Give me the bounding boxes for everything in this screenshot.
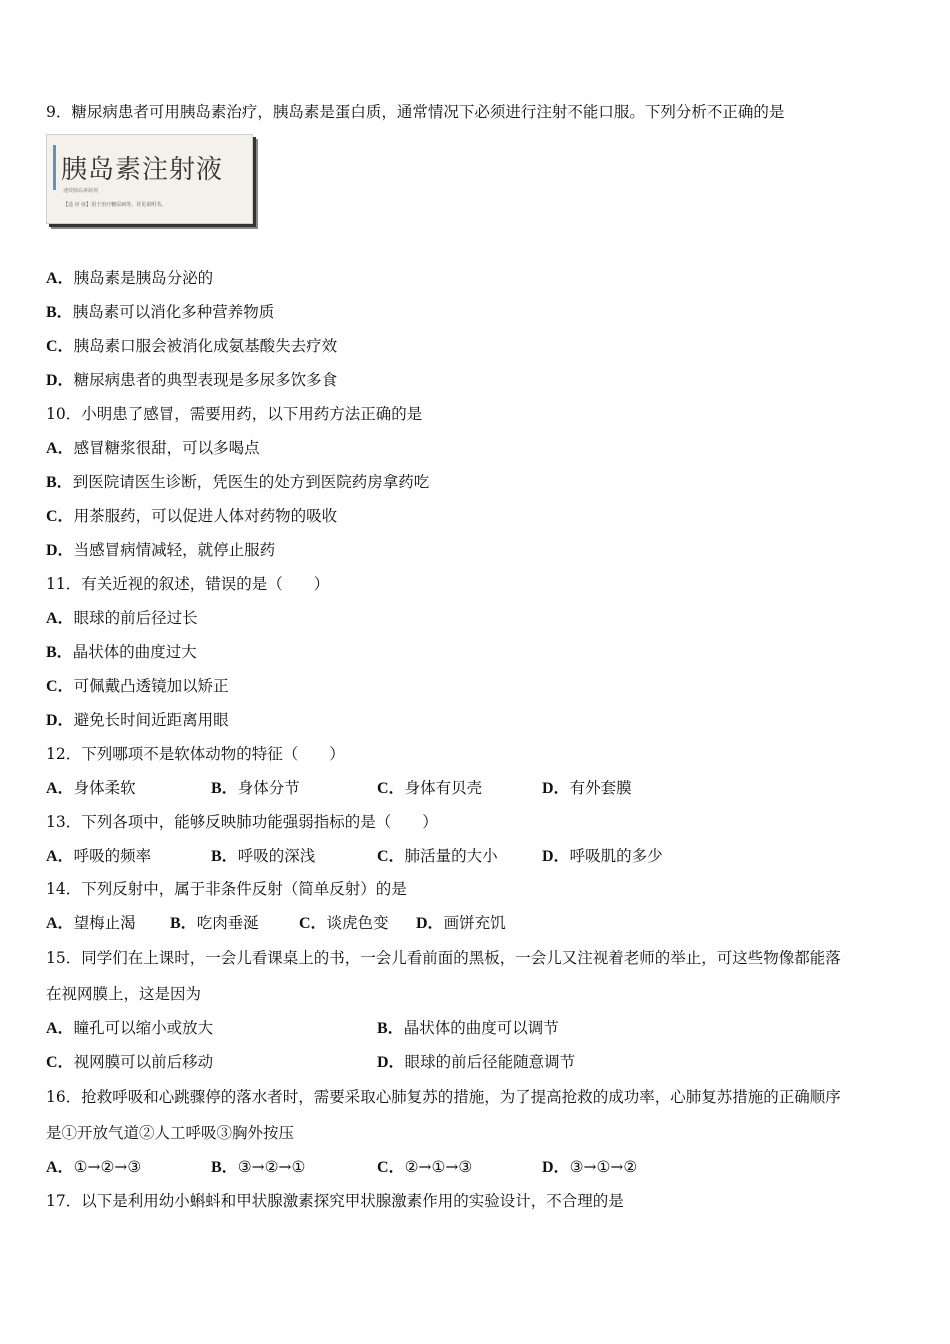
option-text: 胰岛素可以消化多种营养物质 xyxy=(72,303,275,321)
q15-stem-line1: 15．同学们在上课时，一会儿看课桌上的书，一会儿看前面的黑板，一会儿又注视着老师的举止，可这些物像都能落 xyxy=(46,949,841,967)
q15-stem-line2: 在视网膜上，这是因为 xyxy=(46,985,202,1003)
option-text: 眼球的前后径能随意调节 xyxy=(404,1053,576,1071)
option-text: 晶状体的曲度可以调节 xyxy=(403,1019,559,1037)
q16-stem-line2: 是①开放气道②人工呼吸③胸外按压 xyxy=(46,1124,295,1142)
q16-option-a[interactable] xyxy=(46,1157,141,1178)
option-letter: C． xyxy=(377,780,405,797)
option-letter: D． xyxy=(46,542,74,559)
option-text: 当感冒病情减轻，就停止服药 xyxy=(73,541,276,559)
option-text: 吃肉垂涎 xyxy=(196,914,259,932)
q12-option-b[interactable] xyxy=(211,778,300,799)
option-text: 肺活量的大小 xyxy=(404,847,498,865)
q9-stem: 9．糖尿病患者可用胰岛素治疗，胰岛素是蛋白质，通常情况下必须进行注射不能口服。下列分析不正确的是 xyxy=(46,103,785,121)
option-text: 眼球的前后径过长 xyxy=(73,609,198,627)
q14-option-c[interactable] xyxy=(299,913,389,934)
option-text: ③→①→② xyxy=(569,1158,638,1176)
option-letter: D． xyxy=(377,1054,405,1071)
q13-option-b[interactable] xyxy=(211,846,315,867)
q14-option-d[interactable] xyxy=(416,913,506,934)
q14-option-a[interactable] xyxy=(46,913,136,934)
option-letter: C． xyxy=(377,848,405,865)
image-note: 【适 应 症】用于治疗糖尿病等。详见说明书。 xyxy=(63,202,167,208)
option-text: 用茶服药，可以促进人体对药物的吸收 xyxy=(73,507,338,525)
option-text: 谈虎色变 xyxy=(326,914,389,932)
q15-option-a[interactable] xyxy=(46,1018,213,1039)
q12-stem: 12．下列哪项不是软体动物的特征（ ） xyxy=(46,745,345,763)
q12-option-a[interactable] xyxy=(46,778,136,799)
option-letter: A． xyxy=(46,848,74,865)
option-text: 呼吸的频率 xyxy=(73,847,152,865)
option-letter: D． xyxy=(416,915,444,932)
option-text: 胰岛素是胰岛分泌的 xyxy=(73,269,214,287)
option-text: 有外套膜 xyxy=(569,779,632,797)
image-accent-bar xyxy=(53,145,56,190)
q9-option-c[interactable] xyxy=(46,336,337,357)
option-letter: C． xyxy=(46,508,74,525)
option-text: 可佩戴凸透镜加以矫正 xyxy=(73,677,229,695)
q11-option-c[interactable] xyxy=(46,676,229,697)
image-subtitle: 速效胰岛素制剂 xyxy=(63,188,99,194)
q9-option-d[interactable] xyxy=(46,370,337,391)
q16-option-d[interactable] xyxy=(542,1157,637,1178)
option-letter: D． xyxy=(542,1159,570,1176)
insulin-image xyxy=(46,134,253,224)
option-letter: B． xyxy=(377,1020,404,1037)
image-title: 胰岛素注射液 xyxy=(61,155,224,185)
option-letter: A． xyxy=(46,1020,74,1037)
option-text: 胰岛素口服会被消化成氨基酸失去疗效 xyxy=(73,337,338,355)
q11-option-d[interactable] xyxy=(46,710,229,731)
q14-option-b[interactable] xyxy=(170,913,259,934)
q10-option-a[interactable] xyxy=(46,438,260,459)
option-letter: C． xyxy=(46,1054,74,1071)
option-letter: A． xyxy=(46,915,74,932)
option-letter: A． xyxy=(46,780,74,797)
q14-stem: 14．下列反射中，属于非条件反射（简单反射）的是 xyxy=(46,880,407,898)
option-text: 避免长时间近距离用眼 xyxy=(73,711,229,729)
option-text: 身体有贝壳 xyxy=(404,779,483,797)
option-text: ③→②→① xyxy=(237,1158,306,1176)
option-letter: C． xyxy=(377,1159,405,1176)
option-text: ①→②→③ xyxy=(73,1158,142,1176)
option-letter: D． xyxy=(542,848,570,865)
q13-option-c[interactable] xyxy=(377,846,498,867)
q11-stem: 11．有关近视的叙述，错误的是（ ） xyxy=(46,575,330,593)
q16-stem-line1: 16．抢救呼吸和心跳骤停的落水者时，需要采取心肺复苏的措施，为了提高抢救的成功率，心肺复苏措施的正确顺序 xyxy=(46,1088,841,1106)
q15-option-c[interactable] xyxy=(46,1052,213,1073)
option-letter: B． xyxy=(46,474,73,491)
option-letter: D． xyxy=(542,780,570,797)
option-letter: A． xyxy=(46,270,74,287)
option-text: 晶状体的曲度过大 xyxy=(72,643,197,661)
q9-option-b[interactable] xyxy=(46,302,274,323)
q12-option-d[interactable] xyxy=(542,778,632,799)
option-text: 感冒糖浆很甜，可以多喝点 xyxy=(73,439,260,457)
q12-option-c[interactable] xyxy=(377,778,482,799)
q10-option-b[interactable] xyxy=(46,472,429,493)
option-letter: A． xyxy=(46,1159,74,1176)
option-letter: B． xyxy=(170,915,197,932)
q17-stem: 17．以下是利用幼小蝌蚪和甲状腺激素探究甲状腺激素作用的实验设计，不合理的是 xyxy=(46,1192,624,1210)
option-letter: B． xyxy=(211,1159,238,1176)
q13-option-a[interactable] xyxy=(46,846,151,867)
q16-option-c[interactable] xyxy=(377,1157,472,1178)
q10-stem: 10．小明患了感冒，需要用药，以下用药方法正确的是 xyxy=(46,405,423,423)
q13-option-d[interactable] xyxy=(542,846,663,867)
option-letter: B． xyxy=(211,780,238,797)
option-text: 糖尿病患者的典型表现是多尿多饮多食 xyxy=(73,371,338,389)
option-letter: B． xyxy=(46,304,73,321)
option-letter: C． xyxy=(299,915,327,932)
option-text: 身体分节 xyxy=(237,779,300,797)
q10-option-d[interactable] xyxy=(46,540,275,561)
option-letter: D． xyxy=(46,372,74,389)
option-letter: A． xyxy=(46,610,74,627)
q9-option-a[interactable] xyxy=(46,268,213,289)
q11-option-a[interactable] xyxy=(46,608,198,629)
q13-stem: 13．下列各项中，能够反映肺功能强弱指标的是（ ） xyxy=(46,813,438,831)
option-text: 呼吸肌的多少 xyxy=(569,847,663,865)
option-text: 瞳孔可以缩小或放大 xyxy=(73,1019,214,1037)
option-text: 画饼充饥 xyxy=(443,914,506,932)
q10-option-c[interactable] xyxy=(46,506,337,527)
option-letter: C． xyxy=(46,338,74,355)
option-letter: B． xyxy=(46,644,73,661)
option-letter: D． xyxy=(46,712,74,729)
option-letter: C． xyxy=(46,678,74,695)
q15-option-b[interactable] xyxy=(377,1018,559,1039)
option-text: 到医院请医生诊断，凭医生的处方到医院药房拿药吃 xyxy=(72,473,430,491)
option-text: 呼吸的深浅 xyxy=(237,847,316,865)
option-letter: B． xyxy=(211,848,238,865)
q16-option-b[interactable] xyxy=(211,1157,305,1178)
option-text: ②→①→③ xyxy=(404,1158,473,1176)
option-text: 视网膜可以前后移动 xyxy=(73,1053,214,1071)
option-text: 望梅止渴 xyxy=(73,914,136,932)
q11-option-b[interactable] xyxy=(46,642,197,663)
option-letter: A． xyxy=(46,440,74,457)
q15-option-d[interactable] xyxy=(377,1052,575,1073)
option-text: 身体柔软 xyxy=(73,779,136,797)
